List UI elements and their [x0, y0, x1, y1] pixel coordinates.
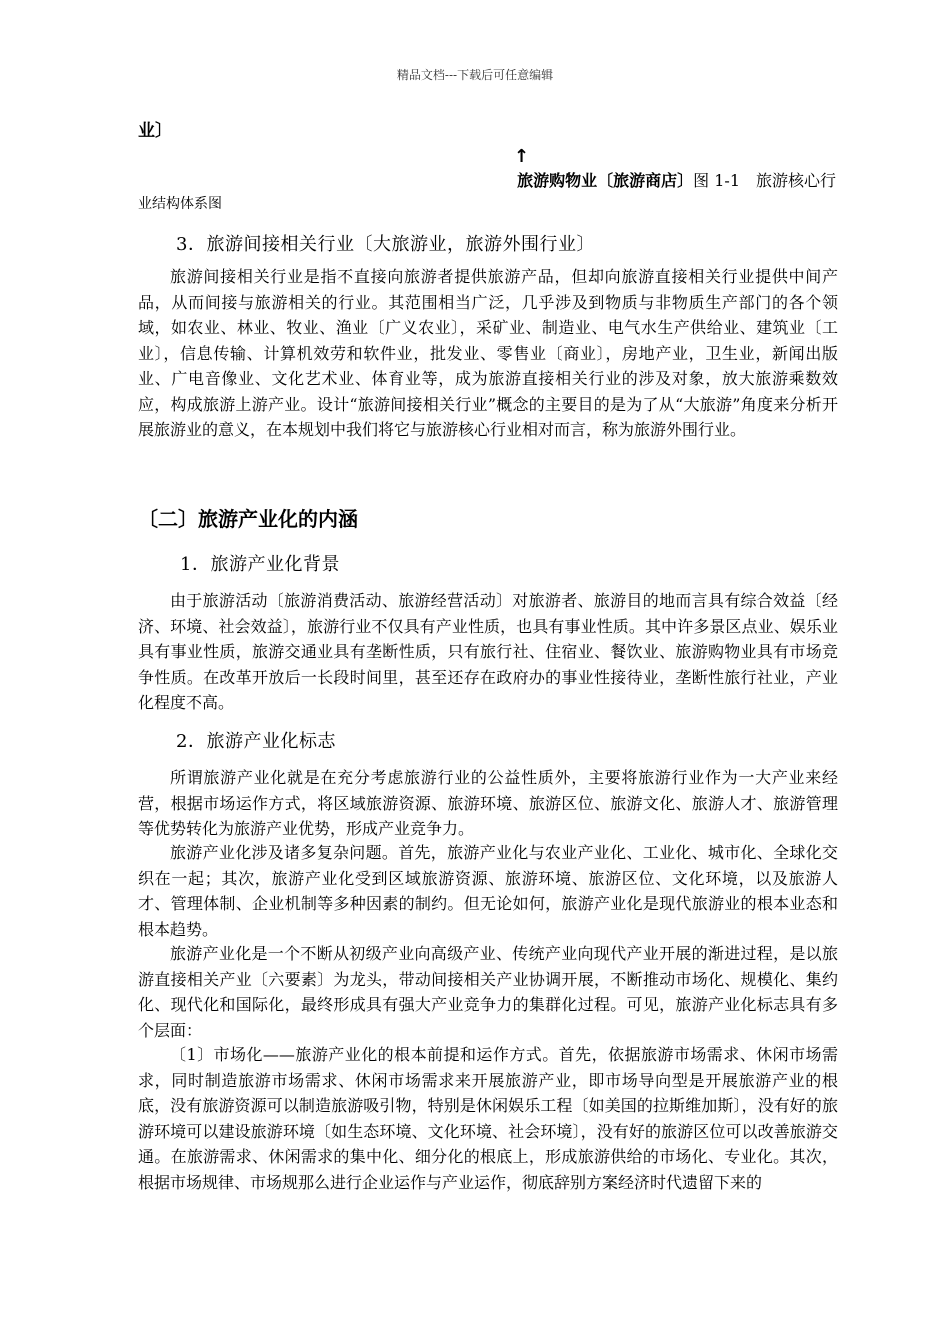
figure-caption: 图 1-1 旅游核心行 — [693, 171, 836, 190]
sub-heading-1: 1．旅游产业化背景 — [180, 554, 340, 575]
figure-caption-line — [138, 168, 836, 191]
page-header-watermark: 精品文档---下载后可任意编辑 — [396, 68, 554, 82]
sub-heading-2: 2．旅游产业化标志 — [176, 731, 336, 752]
sub-2-paragraph-2: 旅游产业化涉及诸多复杂问题。首先，旅游产业化与农业产业化、工业化、城市化、全球化交织在一起；其次，旅游产业化受到区域旅游资源、旅游环境、旅游区位、文化环境，以及旅游人才、管理体制、企业机制等多种因素的制约。但无论如何，旅游产业化是现代旅游业的根本业态和根本趋势。 — [138, 843, 838, 939]
sub-2-paragraph-4: 〔1〕市场化——旅游产业化的根本前提和运作方式。首先，依据旅游市场需求、休闲市场需求，同时制造旅游市场需求、休闲市场需求来开展旅游产业，即市场导向型是开展旅游产业的根底，没有旅游资源可以制造旅游吸引物，特别是休闲娱乐工程〔如美国的拉斯维加斯〕，没有好的旅游环境可以建设旅游环境〔如生态环境、文化环境、社会环境〕，没有好的旅游区位可以改善旅游交通。在旅游需求、休闲需求的集中化、细分化的根底上，形成旅游供给的市场化、专业化。其次，根据市场规律、市场规那么进行企业运作与产业运作，彻底辞别方案经济时代遗留下来的 — [138, 1045, 838, 1192]
section-heading-3: 3．旅游间接相关行业〔大旅游业，旅游外围行业〕 — [176, 234, 595, 255]
part-heading-2: 〔二〕旅游产业化的内涵 — [138, 507, 358, 531]
continued-fragment: 业〕 — [138, 121, 172, 141]
arrow-up-icon: ↑ — [514, 146, 530, 167]
sub-2-paragraph-3: 旅游产业化是一个不断从初级产业向高级产业、传统产业向现代产业开展的渐进过程，是以旅游直接相关产业〔六要素〕为龙头，带动间接相关产业协调开展，不断推动市场化、规模化、集约化、现代化和国际化，最终形成具有强大产业竞争力的集群化过程。可见，旅游产业化标志具有多个层面： — [138, 944, 838, 1040]
figure-caption-continued: 业结构体系图 — [138, 196, 222, 212]
shop-label: 旅游购物业〔旅游商店〕 — [517, 171, 694, 190]
sub-1-paragraph: 由于旅游活动〔旅游消费活动、旅游经营活动〕对旅游者、旅游目的地而言具有综合效益〔经济、环境、社会效益〕，旅游行业不仅具有产业性质，也具有事业性质。其中许多景区点业、娱乐业具有事业性质，旅游交通业具有垄断性质，只有旅行社、住宿业、餐饮业、旅游购物业具有市场竞争性质。在改革开放后一长段时间里，甚至还存在政府办的事业性接待业，垄断性旅行社业，产业化程度不高。 — [138, 591, 838, 712]
sub-2-paragraph-1: 所谓旅游产业化就是在充分考虑旅游行业的公益性质外，主要将旅游行业作为一大产业来经营，根据市场运作方式，将区域旅游资源、旅游环境、旅游区位、旅游文化、旅游人才、旅游管理等优势转化为旅游产业优势，形成产业竞争力。 — [138, 768, 838, 838]
section-3-paragraph: 旅游间接相关行业是指不直接向旅游者提供旅游产品，但却向旅游直接相关行业提供中间产品，从而间接与旅游相关的行业。其范围相当广泛，几乎涉及到物质与非物质生产部门的各个领域，如农业、林业、牧业、渔业〔广义农业〕，采矿业、制造业、电气水生产供给业、建筑业〔工业〕，信息传输、计算机效劳和软件业，批发业、零售业〔商业〕，房地产业，卫生业，新闻出版业、广电音像业、文化艺术业、体育业等，成为旅游直接相关行业的涉及对象，放大旅游乘数效应，构成旅游上游产业。设计“旅游间接相关行业”概念的主要目的是为了从“大旅游”角度来分析开展旅游业的意义，在本规划中我们将它与旅游核心行业相对而言，称为旅游外围行业。 — [138, 267, 838, 439]
